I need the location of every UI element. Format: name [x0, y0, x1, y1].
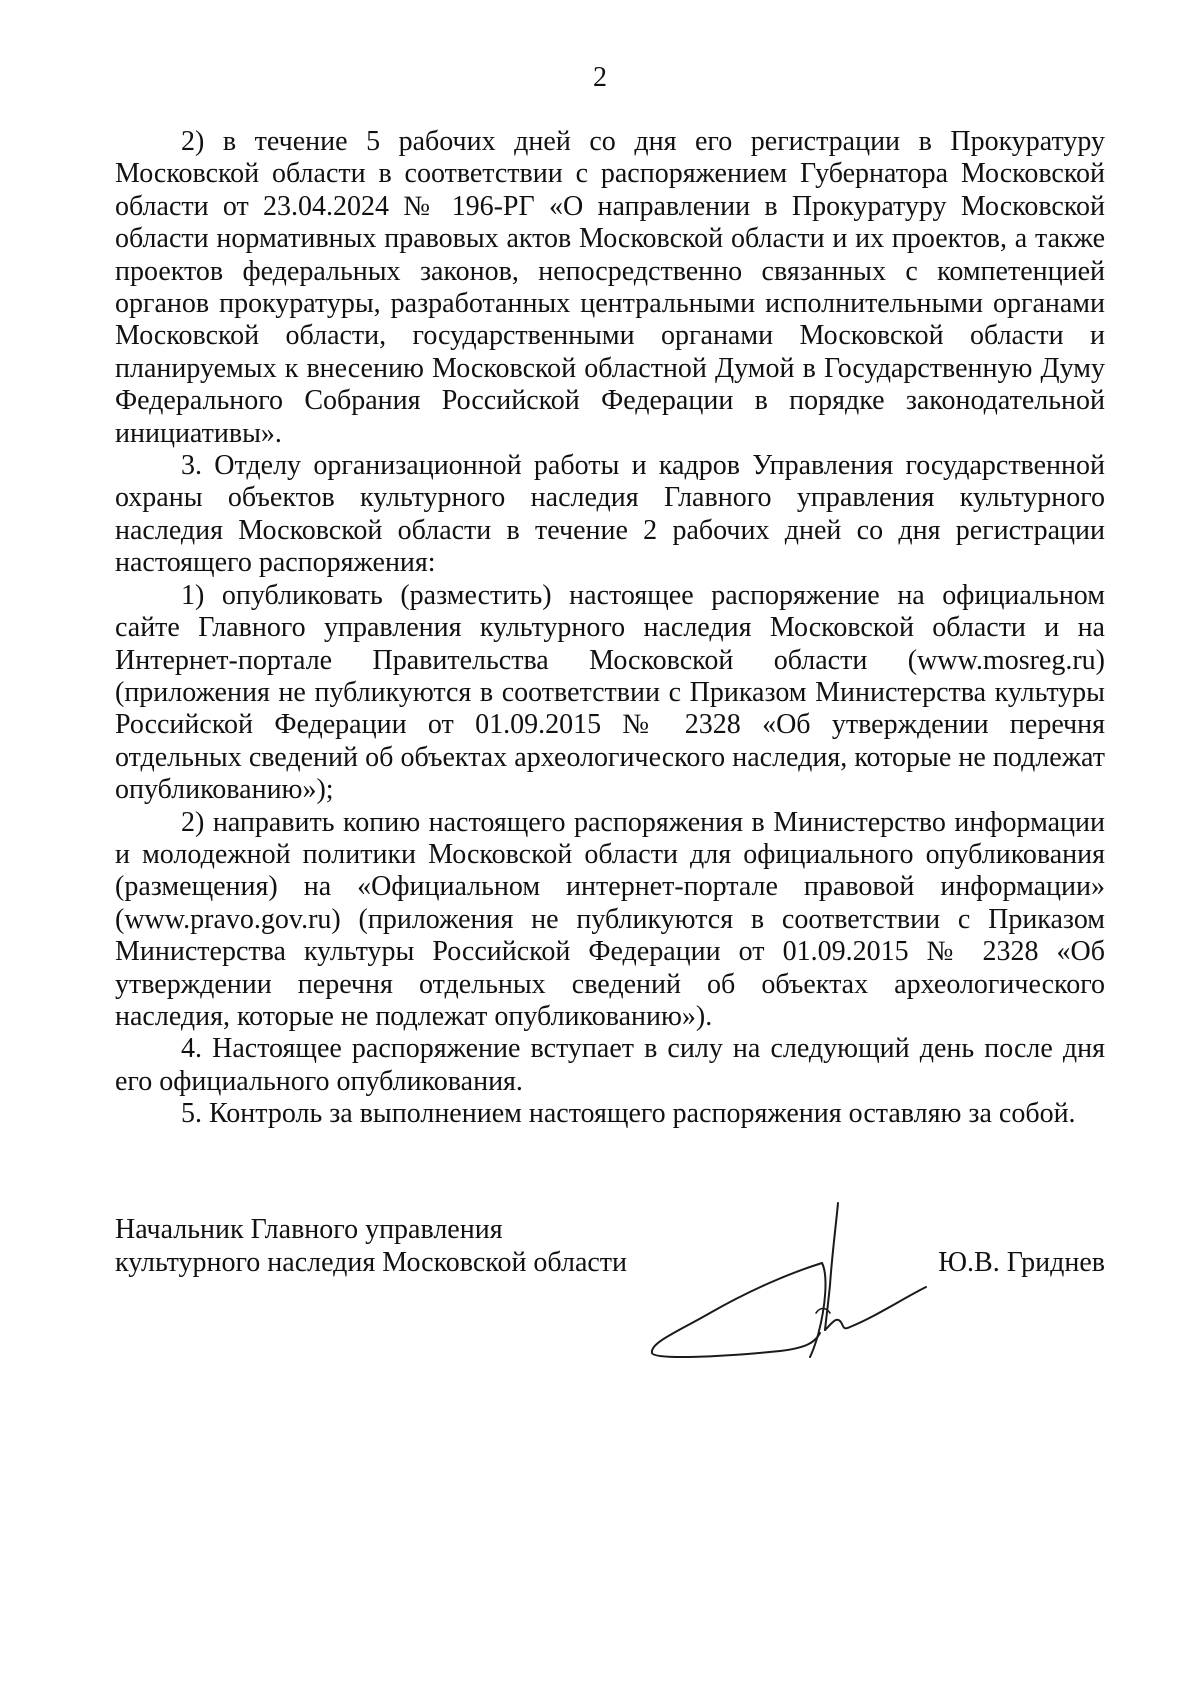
paragraph-point-5: 5. Контроль за выполнением настоящего распоряжения оставляю за собой.	[181, 1098, 1076, 1130]
signatory-title-line1: Начальник Главного управления	[115, 1214, 503, 1245]
paragraph-point-4: 4. Настоящее распоряжение вступает в силу на следующий день после дня его официального опубликования.	[115, 1033, 1105, 1097]
signatory-title-line2: культурного наследия Московской области	[115, 1247, 628, 1278]
page-number: 2	[593, 62, 607, 93]
paragraph-point-3: 3. Отделу организационной работы и кадров Управления государственной охраны объектов культурного наследия Главного управления культурного наследия Московской области в течение 2 рабочих дней со дня регистрации настоящего распоряжения:	[115, 450, 1105, 579]
paragraph-subitem-1: 1) опубликовать (разместить) настоящее распоряжение на официальном сайте Главного управления культурного наследия Московской области и на Интернет-портале Правительства Московской области (www.mosreg.ru) (приложения не публикуются в соответствии с Приказом Министерства культуры Российской Федерации от 01.09.2015 № 2328 «Об утверждении перечня отдельных сведений об объектах археологического наследия, которые не подлежат опубликованию»);	[115, 579, 1105, 806]
signature-block	[115, 1213, 1105, 1343]
signatory-name: Ю.В. Гриднев	[938, 1247, 1105, 1278]
paragraph-subitem-2: 2) направить копию настоящего распоряжения в Министерство информации и молодежной политики Московской области для официального опубликования (размещения) на «Официальном интернет-портале правовой информации» (www.pravo.gov.ru) (приложения не публикуются в соответствии с Приказом Министерства культуры Российской Федерации от 01.09.2015 № 2328 «Об утверждении перечня отдельных сведений об объектах археологического наследия, которые не подлежат опубликованию»).	[115, 806, 1105, 1032]
handwritten-signature-icon	[640, 1195, 950, 1360]
signatory-title	[115, 1213, 627, 1279]
paragraph-item-2: 2) в течение 5 рабочих дней со дня его регистрации в Прокуратуру Московской области в соответствии с распоряжением Губернатора Московской области от 23.04.2024 № 196-РГ «О направлении в Прокуратуру Московской области нормативных правовых актов Московской области и их проектов, а также проектов федеральных законов, непосредственно связанных с компетенцией органов прокуратуры, разработанных центральными исполнительными органами Московской области, государственными органами Московской области и планируемых к внесению Московской областной Думой в Государственную Думу Федерального Собрания Российской Федерации в порядке законодательной инициативы».	[115, 126, 1105, 449]
document-body	[115, 126, 1105, 1131]
